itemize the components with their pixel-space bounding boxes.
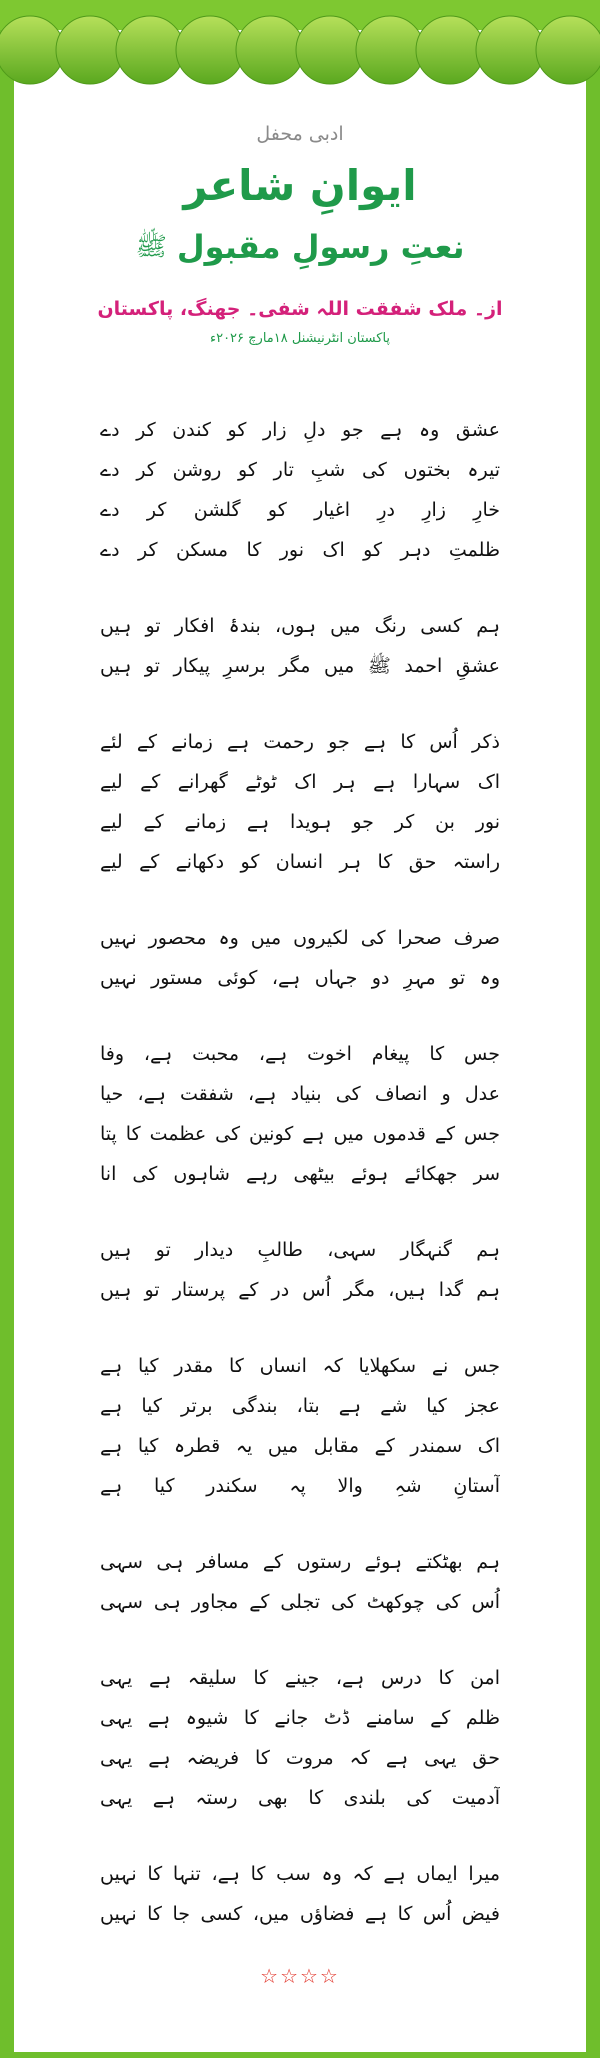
poem-line: فیض اُس کا ہے فضاؤں میں، کسی جا کا نہیں: [100, 1903, 500, 1925]
poem-line: تیرہ بختوں کی شبِ تار کو روشن کر دے: [100, 459, 500, 481]
scallop: [176, 16, 244, 84]
poem-line: نور بن کر جو ہویدا ہے زمانے کے لیے: [100, 811, 500, 833]
poem: [100, 410, 500, 1970]
poem-line: حق یہی ہے کہ مروت کا فریضہ ہے یہی: [100, 1747, 500, 1769]
poem-line: اک سہارا ہے ہر اک ٹوٹے گھرانے کے لیے: [100, 771, 500, 793]
stanza: [100, 410, 500, 570]
poem-line: سر جھکائے ہوئے بیٹھی رہے شاہوں کی انا: [100, 1163, 500, 1185]
subtitle: نعتِ رسولِ مقبول: [176, 228, 465, 266]
scalloped-border: [0, 0, 600, 110]
stanza: [100, 1034, 500, 1194]
poem-line: ہم بھٹکتے ہوئے رستوں کے مسافر ہی سہی: [100, 1551, 500, 1573]
poem-line: جس نے سکھلایا کہ انساں کا مقدر کیا ہے: [100, 1355, 500, 1377]
poem-line: عشق وہ ہے جو دلِ زار کو کندن کر دے: [100, 419, 500, 441]
poem-line: امن کا درس ہے، جینے کا سلیقہ ہے یہی: [100, 1667, 500, 1689]
poem-line: ظلم کے سامنے ڈٹ جانے کا شیوہ ہے یہی: [100, 1707, 500, 1729]
poem-line: ہم گنہگار سہی، طالبِ دیدار تو ہیں: [100, 1239, 500, 1261]
scallop: [476, 16, 544, 84]
poem-line: اک سمندر کے مقابل میں یہ قطرہ کیا ہے: [100, 1435, 500, 1457]
poem-line: ظلمتِ دہر کو اک نور کا مسکن کر دے: [100, 539, 500, 561]
poem-line: خارِ زارِ درِ اغیار کو گلشن کر دے: [100, 499, 500, 521]
subtitle-row: [14, 218, 586, 276]
poem-line: عدل و انصاف کی بنیاد ہے، شفقت ہے، حیا: [100, 1083, 500, 1105]
poem-line: ہم گدا ہیں، مگر اُس در کے پرستار تو ہیں: [100, 1279, 500, 1301]
poem-line: جس کے قدموں میں ہے کونین کی عظمت کا پتا: [100, 1123, 500, 1145]
poem-line: ذکر اُس کا ہے جو رحمت ہے زمانے کے لئے: [100, 731, 500, 753]
stanza: [100, 1854, 500, 1934]
scallop: [0, 16, 64, 84]
scallop: [116, 16, 184, 84]
poem-line: راستہ حق کا ہر انسان کو دکھانے کے لیے: [100, 851, 500, 873]
section-tag: ادبی محفل: [256, 123, 344, 145]
scallop: [536, 16, 600, 84]
poem-line: اُس کی چوکھٹ کی تجلی کے مجاور ہی سہی: [100, 1591, 500, 1613]
poem-line: آدمیت کی بلندی کا بھی رستہ ہے یہی: [100, 1787, 500, 1809]
poem-line: صرف صحرا کی لکیروں میں وہ محصور نہیں: [100, 927, 500, 949]
header: [14, 118, 586, 350]
poem-line: وہ تو مہرِ دو جہاں ہے، کوئی مستور نہیں: [100, 967, 500, 989]
author-line: از۔ ملک شفقت اللہ شفی۔ جھنگ، پاکستان: [97, 298, 503, 320]
stanza: [100, 1658, 500, 1818]
stanza: [100, 1542, 500, 1622]
stanza: [100, 606, 500, 686]
stars-ornament: ☆☆☆☆: [260, 1964, 340, 1988]
poem-line: عجز کیا شے ہے بتا، بندگی برتر کیا ہے: [100, 1395, 500, 1417]
source-line: پاکستان انٹرنیشنل ۱۸مارچ ۲۰۲۶ء: [209, 331, 391, 346]
poem-line: ہم کسی رنگ میں ہوں، بندۂ افکار تو ہیں: [100, 615, 500, 637]
stanza: [100, 1230, 500, 1310]
poem-line: عشقِ احمد ﷺ میں مگر برسرِ پیکار تو ہیں: [100, 655, 500, 677]
scallop: [416, 16, 484, 84]
scallop: [356, 16, 424, 84]
scallop: [296, 16, 364, 84]
stanza: [100, 1346, 500, 1506]
stanza: [100, 918, 500, 998]
scallop: [236, 16, 304, 84]
page-title: ایوانِ شاعر: [183, 161, 417, 210]
scallop: [56, 16, 124, 84]
poem-line: میرا ایماں ہے کہ وہ سب کا ہے، تنہا کا نہیں: [100, 1863, 500, 1885]
poem-line: جس کا پیغام اخوت ہے، محبت ہے، وفا: [100, 1043, 500, 1065]
poem-line: آستانِ شہِ والا پہ سکندر کیا ہے: [100, 1475, 500, 1497]
stanza: [100, 722, 500, 882]
honorific-calligraphy: ﷺ: [135, 232, 167, 262]
